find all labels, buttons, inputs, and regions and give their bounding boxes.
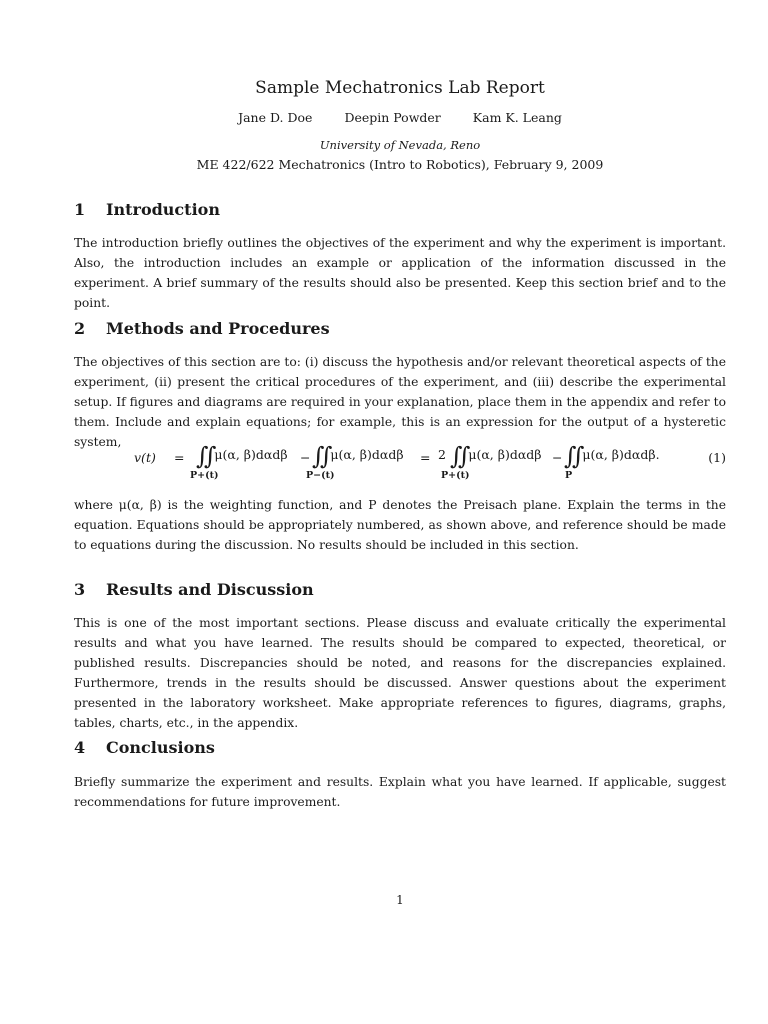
equation-lhs: v(t): [134, 450, 156, 465]
equation-period: .: [655, 447, 660, 462]
integral-term: [312, 442, 404, 470]
integrand: μ(α, β)dαdβ: [330, 447, 404, 462]
integral-domain: P−(t): [306, 470, 335, 481]
page-number: 1: [396, 893, 404, 907]
double-integral-symbol: ∬: [449, 442, 465, 470]
body-paragraph: Briefly summarize the experiment and results. Explain what you have learned. If applicable, suggest recommendations for future improvement.: [74, 775, 726, 809]
equation-number: (1): [708, 450, 726, 465]
section-number: 4: [74, 738, 86, 757]
integrand: μ(α, β)dαdβ: [582, 447, 656, 462]
section-title: Results and Discussion: [106, 580, 314, 599]
body-paragraph: where μ(α, β) is the weighting function, and P denotes the Preisach plane. Explain the terms in the equation. Equations should be appropriately numbered, as shown above, and reference should be made to equations during the discussion. No results should be included in this section.: [74, 498, 726, 552]
section-title: Introduction: [106, 200, 220, 219]
section-title: Conclusions: [106, 738, 215, 757]
integral-term: [196, 442, 288, 470]
section-number: 3: [74, 580, 86, 599]
integral-term: [564, 442, 660, 470]
minus-sign: −: [300, 450, 311, 465]
integral-domain: P+(t): [441, 470, 470, 481]
double-integral-symbol: ∬: [196, 442, 211, 470]
integral-term: [438, 442, 542, 470]
author-name: Jane D. Doe: [238, 110, 313, 125]
section-heading-methods: [74, 319, 330, 338]
affiliation: University of Nevada, Reno: [319, 138, 481, 152]
section-heading-introduction: [74, 200, 220, 219]
equation-1: [74, 438, 726, 488]
integral-domain: P: [565, 470, 573, 481]
coefficient: 2: [438, 447, 446, 462]
author-name: Kam K. Leang: [472, 110, 562, 125]
body-paragraph: The objectives of this section are to: (i) discuss the hypothesis and/or relevant theoretical aspects of the experiment, (ii) present the critical procedures of the experiment, and (iii) describe the experimental setup. If figures and diagrams are required in your explanation, place them in the appendix and refer to them. Include and explain equations; for example, this is an expression for the output of a hysteretic system,: [74, 355, 726, 449]
double-integral-symbol: ∬: [564, 442, 579, 470]
section-number: 2: [74, 319, 86, 338]
author-name: Deepin Powder: [344, 110, 441, 125]
section-title: Methods and Procedures: [106, 319, 330, 338]
section-number: 1: [74, 200, 86, 219]
equals-sign: =: [420, 450, 431, 465]
integral-domain: P+(t): [190, 470, 219, 481]
course-line: ME 422/622 Mechatronics (Intro to Robotics), February 9, 2009: [196, 157, 604, 172]
body-paragraph: This is one of the most important sections. Please discuss and evaluate critically the experimental results and what you have learned. The results should be compared to expected, theoretical, or published results. Discrepancies should be noted, and reasons for the discrepancies explained. Furthermore, trends in the results should be discussed. Answer questions about the experiment presented in the laboratory worksheet. Make appropriate references to figures, diagrams, graphs, tables, charts, etc., in the appendix.: [74, 616, 726, 730]
body-paragraph: The introduction briefly outlines the objectives of the experiment and why the experiment is important. Also, the introduction includes an example or application of the information discussed in the experiment. A brief summary of the results should also be presented. Keep this section brief and to the point.: [74, 236, 726, 310]
minus-sign: −: [552, 450, 563, 465]
paper-title: Sample Mechatronics Lab Report: [255, 78, 545, 98]
integrand: μ(α, β)dαdβ: [468, 447, 542, 462]
section-heading-results: [74, 580, 314, 599]
integrand: μ(α, β)dαdβ: [214, 447, 288, 462]
equals-sign: =: [174, 450, 185, 465]
double-integral-symbol: ∬: [312, 442, 327, 470]
section-heading-conclusions: [74, 738, 215, 757]
author-list: [74, 110, 726, 125]
